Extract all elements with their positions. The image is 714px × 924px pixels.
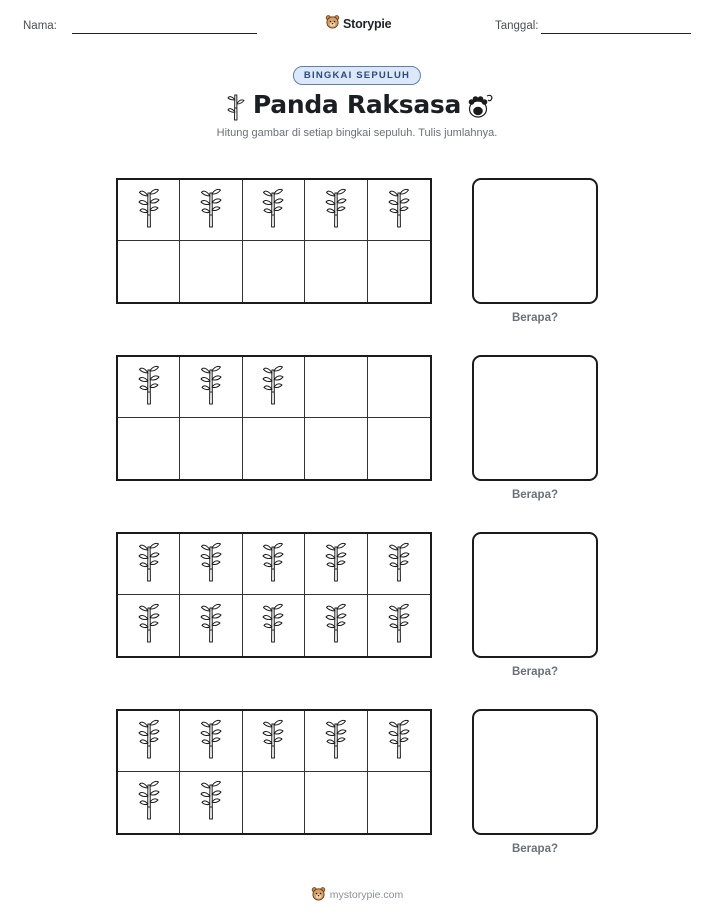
bamboo-icon (199, 541, 223, 588)
frame-cell (118, 180, 180, 241)
frame-cell (180, 180, 242, 241)
bamboo-icon (199, 364, 223, 411)
frame-cell (118, 418, 180, 479)
bamboo-icon (137, 602, 161, 649)
frame-cell (305, 418, 367, 479)
bamboo-icon (261, 187, 285, 234)
frame-cell (180, 772, 242, 833)
bamboo-icon (324, 541, 348, 588)
frame-cell (243, 711, 305, 772)
frame-cell (118, 711, 180, 772)
frame-cell (305, 180, 367, 241)
bear-icon (311, 886, 326, 904)
bamboo-icon (324, 602, 348, 649)
answer-label-2: Berapa? (511, 489, 559, 501)
bamboo-icon (137, 779, 161, 826)
answer-box-3[interactable] (472, 532, 598, 658)
frame-cell (243, 534, 305, 595)
frame-cell (305, 772, 367, 833)
bamboo-icon (387, 187, 411, 234)
bamboo-icon (387, 541, 411, 588)
brand-name: Storypie (343, 17, 392, 31)
category-badge: BINGKAI SEPULUH (293, 66, 421, 85)
answer-box-4[interactable] (472, 709, 598, 835)
ten-frame-4 (116, 709, 432, 835)
frame-cell (368, 357, 430, 418)
bamboo-icon (387, 718, 411, 765)
frame-cell (243, 418, 305, 479)
frame-cell (180, 534, 242, 595)
bamboo-icon (137, 718, 161, 765)
bamboo-icon (199, 187, 223, 234)
bamboo-icon (199, 602, 223, 649)
frame-cell (243, 180, 305, 241)
footer (0, 886, 714, 904)
bamboo-icon (261, 364, 285, 411)
bamboo-icon (261, 541, 285, 588)
bamboo-icon (137, 187, 161, 234)
frame-cell (368, 711, 430, 772)
frame-cell (118, 357, 180, 418)
name-label: Nama: (23, 20, 57, 32)
footer-link[interactable]: mystorypie.com (329, 889, 404, 901)
bamboo-icon (137, 541, 161, 588)
frame-cell (180, 418, 242, 479)
date-field[interactable] (541, 33, 691, 34)
bamboo-icon (261, 602, 285, 649)
frame-cell (180, 595, 242, 656)
answer-box-1[interactable] (472, 178, 598, 304)
frame-cell (180, 711, 242, 772)
ten-frame-1 (116, 178, 432, 304)
frame-cell (118, 241, 180, 302)
frame-cell (368, 180, 430, 241)
answer-label-3: Berapa? (511, 666, 559, 678)
instructions: Hitung gambar di setiap bingkai sepuluh. Tulis jumlahnya. (216, 127, 498, 139)
frame-cell (368, 534, 430, 595)
bamboo-icon (324, 718, 348, 765)
frame-cell (118, 772, 180, 833)
frame-cell (305, 595, 367, 656)
frame-cell (118, 534, 180, 595)
frame-cell (180, 357, 242, 418)
answer-label-4: Berapa? (511, 843, 559, 855)
ten-frame-2 (116, 355, 432, 481)
frame-cell (243, 595, 305, 656)
bamboo-icon (199, 718, 223, 765)
name-field[interactable] (72, 33, 257, 34)
bear-icon (325, 14, 340, 34)
frame-cell (305, 711, 367, 772)
bamboo-icon (199, 779, 223, 826)
frame-cell (305, 357, 367, 418)
brand-logo (325, 14, 391, 34)
bamboo-icon (324, 187, 348, 234)
frame-cell (368, 595, 430, 656)
answer-box-2[interactable] (472, 355, 598, 481)
bamboo-icon (137, 364, 161, 411)
frame-cell (243, 772, 305, 833)
date-label: Tanggal: (495, 20, 539, 32)
frame-cell (368, 241, 430, 302)
frame-cell (180, 241, 242, 302)
frame-cell (243, 241, 305, 302)
frame-cell (243, 357, 305, 418)
page-title: Panda Raksasa (252, 90, 462, 119)
frame-cell (305, 534, 367, 595)
frame-cell (368, 418, 430, 479)
answer-label-1: Berapa? (511, 312, 559, 324)
bamboo-icon (261, 718, 285, 765)
frame-cell (368, 772, 430, 833)
ten-frame-3 (116, 532, 432, 658)
frame-cell (118, 595, 180, 656)
bamboo-icon (387, 602, 411, 649)
panda-paw-icon (465, 92, 495, 125)
frame-cell (305, 241, 367, 302)
